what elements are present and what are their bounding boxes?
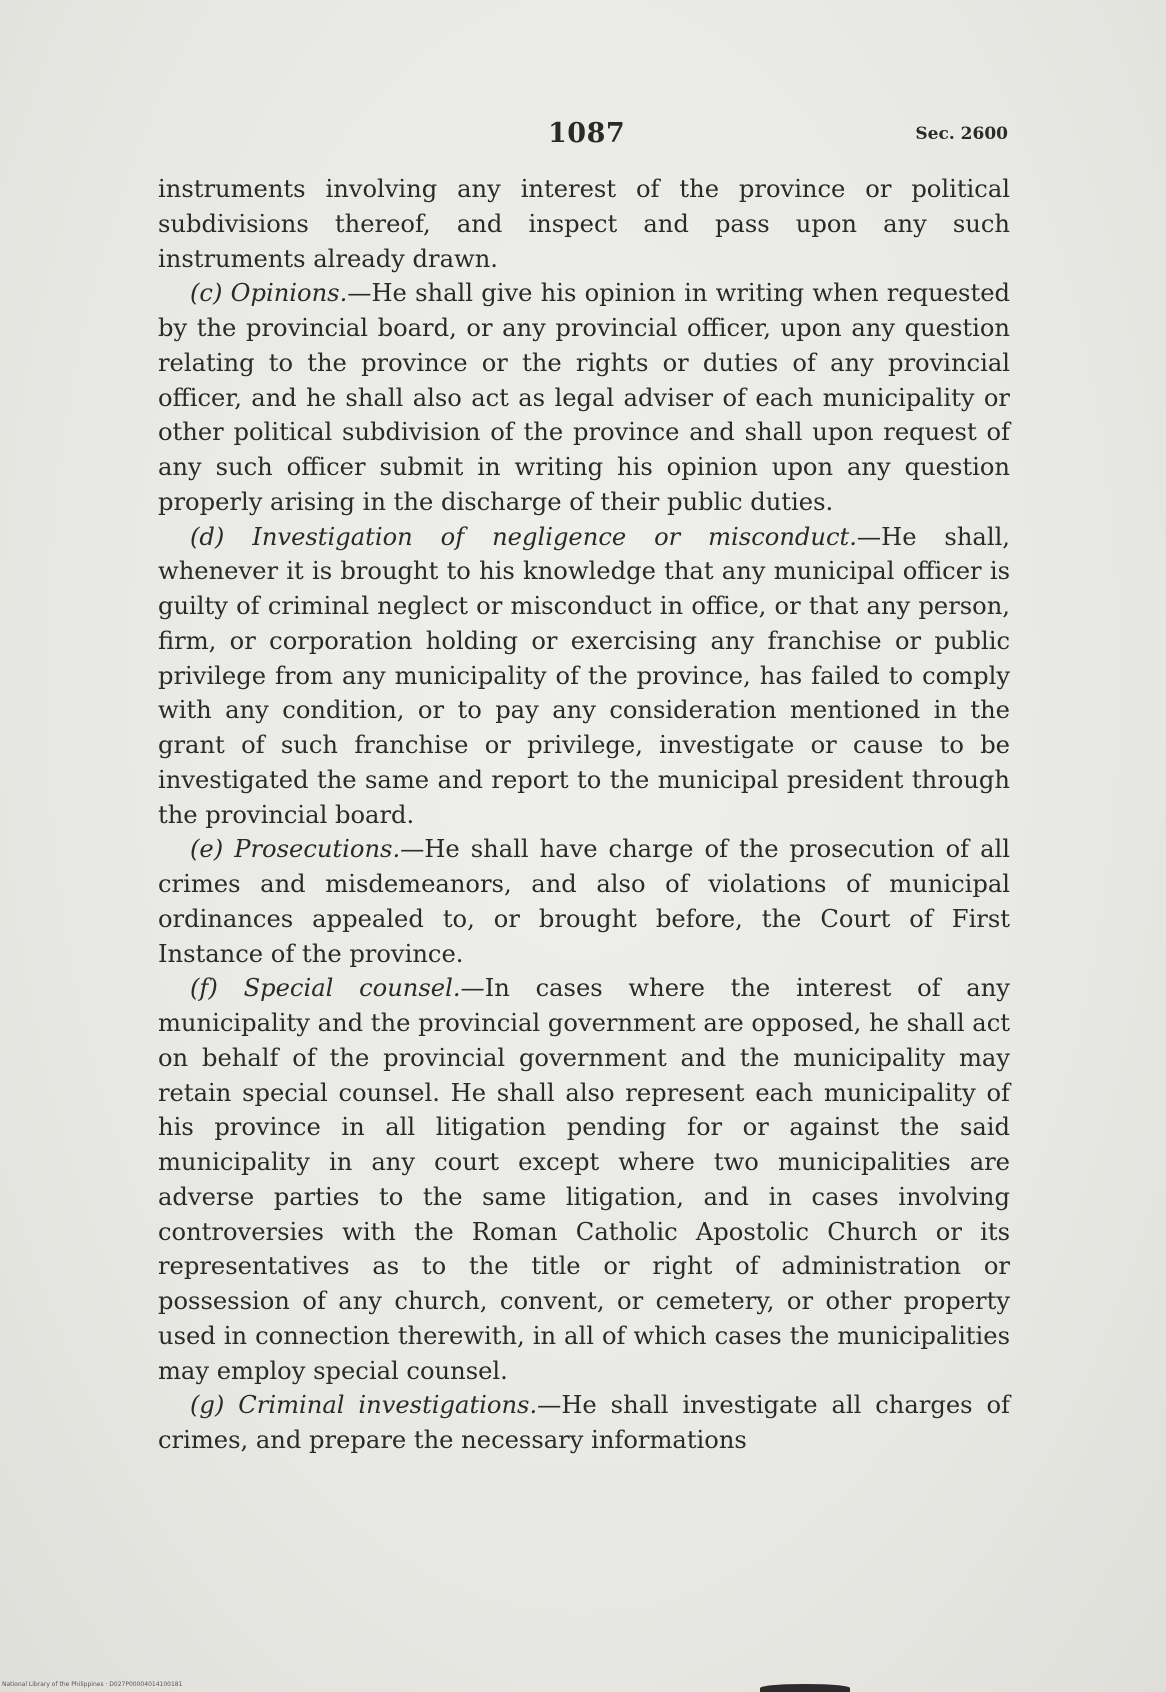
paragraph-opinions: [158, 276, 1010, 519]
paragraph-text: —He shall give his opinion in writing when requested by the provincial board, or any provincial officer, upon any question relating to the province or the rights or duties of any provincial officer, and he shall also act as legal adviser of each municipality or other political subdivision of the province and shall upon request of any such officer submit in writing his opinion upon any question properly arising in the discharge of their public duties.: [158, 279, 1010, 516]
scan-identifier: National Library of the Philippines · D027P00004014100181: [2, 1681, 183, 1688]
subsection-letter: (f): [190, 974, 218, 1003]
scan-edge-shadow: [760, 1684, 850, 1692]
subsection-title: Prosecutions.: [234, 835, 401, 864]
paragraph-text: instruments involving any interest of the province or political subdivisions thereof, and inspect and pass upon any such instruments already drawn.: [158, 175, 1010, 273]
subsection-letter: (g): [190, 1391, 225, 1420]
paragraph-continuation: [158, 172, 1010, 276]
paragraph-investigation: [158, 520, 1010, 833]
paragraph-criminal-investigations: [158, 1388, 1010, 1458]
page-header: [158, 118, 1008, 158]
paragraph-text: —He shall have charge of the prosecution of all crimes and misdemeanors, and also of violations of municipal ordinances appealed to, or brought before, the Court of First Instance of the province.: [158, 835, 1010, 968]
paragraph-prosecutions: [158, 832, 1010, 971]
paragraph-special-counsel: [158, 971, 1010, 1388]
subsection-letter: (c): [190, 279, 223, 308]
page-number: 1087: [548, 118, 626, 149]
subsection-title: Opinions.: [230, 279, 348, 308]
subsection-title: Investigation of negligence or misconduct.: [252, 522, 857, 551]
body-text: [158, 172, 1010, 1458]
paragraph-text: —He shall investigate all charges of crimes, and prepare the necessary informations: [158, 1391, 1010, 1454]
subsection-title: Special counsel.: [243, 974, 461, 1003]
subsection-letter: (d): [190, 522, 225, 551]
subsection-letter: (e): [190, 835, 224, 864]
paragraph-text: —In cases where the interest of any municipality and the provincial government are opposed, he shall act on behalf of the provincial government and the municipality may retain special counsel. He shall also represent each municipality of his province in all litigation pending for or against the said municipality in any court except where two municipalities are adverse parties to the same litigation, and in cases involving controversies with the Roman Catholic Apostolic Church or its representatives as to the title or right of administration or possession of any church, convent, or cemetery, or other property used in connection therewith, in all of which cases the municipalities may employ special counsel.: [158, 974, 1010, 1385]
paragraph-text: —He shall, whenever it is brought to his knowledge that any municipal officer is guilty of criminal neglect or misconduct in office, or that any person, firm, or corporation holding or exercising any franchise or public privilege from any municipality of the province, has failed to comply with any condition, or to pay any consideration mentioned in the grant of such franchise or privilege, investigate or cause to be investigated the same and report to the municipal president through the provincial board.: [158, 522, 1010, 829]
section-number: Sec. 2600: [915, 124, 1008, 144]
subsection-title: Criminal investigations.: [238, 1391, 538, 1420]
